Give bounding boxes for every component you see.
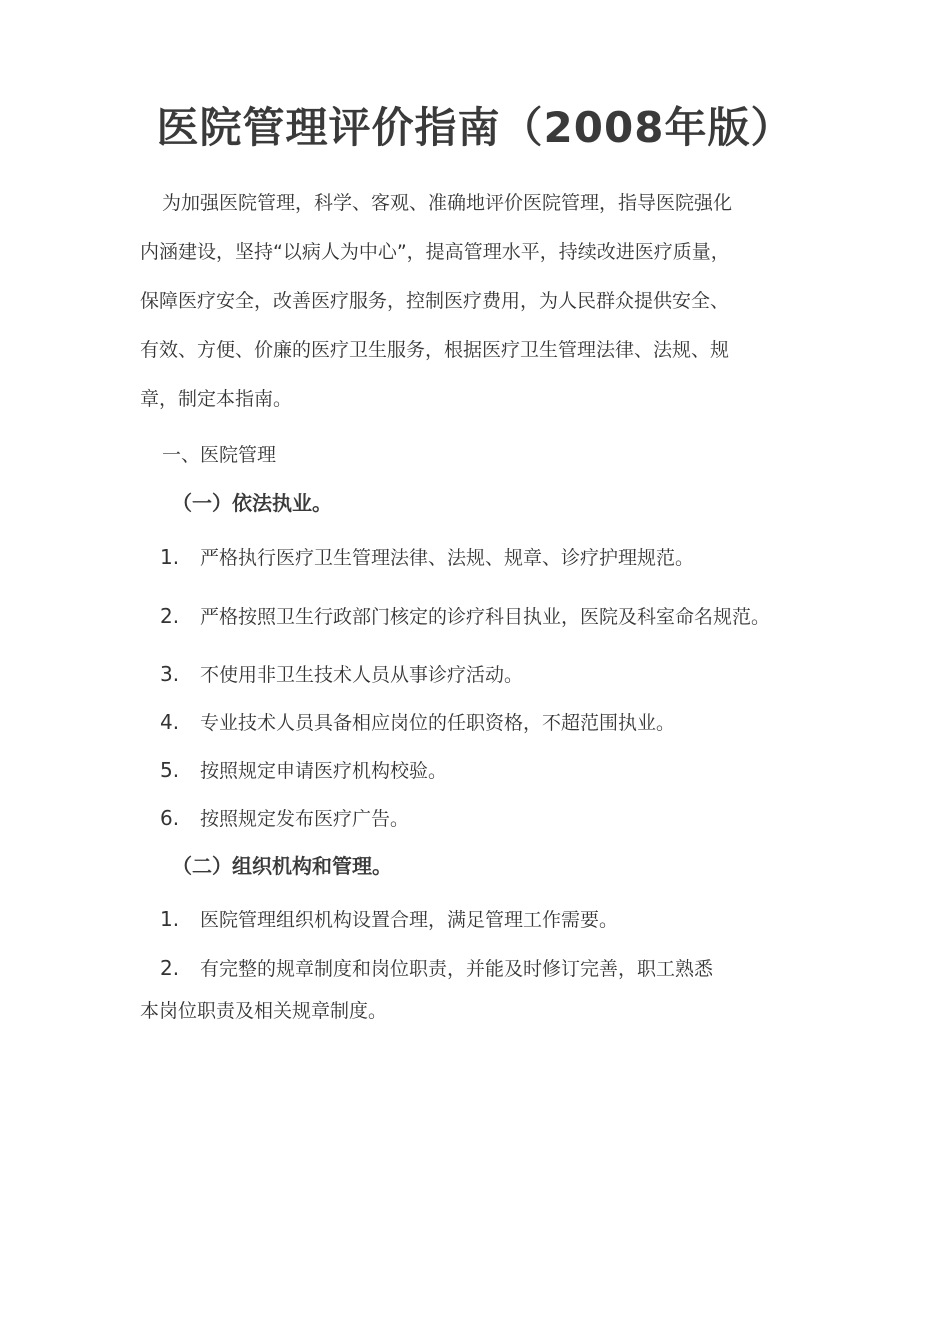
item-number: 6. bbox=[160, 806, 180, 830]
list-item bbox=[160, 757, 447, 784]
item-number: 4. bbox=[160, 710, 180, 734]
subsection-heading-2: （二）组织机构和管理。 bbox=[172, 854, 392, 878]
list-item bbox=[160, 661, 523, 688]
list-item bbox=[160, 603, 770, 630]
list-item-continuation: 本岗位职责及相关规章制度。 bbox=[140, 1000, 388, 1022]
item-text: 专业技术人员具备相应岗位的任职资格，不超范围执业。 bbox=[200, 712, 676, 734]
item-number: 1. bbox=[160, 907, 180, 931]
item-text: 医院管理组织机构设置合理，满足管理工作需要。 bbox=[200, 909, 619, 931]
intro-line-5: 章，制定本指南。 bbox=[140, 388, 293, 410]
item-number: 2. bbox=[160, 956, 180, 980]
item-text: 按照规定发布医疗广告。 bbox=[200, 808, 410, 830]
item-text: 严格执行医疗卫生管理法律、法规、规章、诊疗护理规范。 bbox=[200, 547, 695, 569]
intro-line-4: 有效、方便、价廉的医疗卫生服务，根据医疗卫生管理法律、法规、规 bbox=[140, 339, 730, 361]
item-text: 不使用非卫生技术人员从事诊疗活动。 bbox=[200, 664, 524, 686]
item-number: 3. bbox=[160, 662, 180, 686]
subsection-heading-1: （一）依法执业。 bbox=[172, 491, 332, 515]
item-text: 按照规定申请医疗机构校验。 bbox=[200, 760, 448, 782]
list-item bbox=[160, 544, 694, 571]
intro-line-2: 内涵建设，坚持“以病人为中心”，提高管理水平，持续改进医疗质量， bbox=[140, 241, 730, 263]
list-item bbox=[160, 906, 618, 933]
item-number: 1. bbox=[160, 545, 180, 569]
item-text: 严格按照卫生行政部门核定的诊疗科目执业，医院及科室命名规范。 bbox=[200, 606, 771, 628]
item-text: 有完整的规章制度和岗位职责，并能及时修订完善，职工熟悉 bbox=[200, 958, 714, 980]
intro-line-1: 为加强医院管理，科学、客观、准确地评价医院管理，指导医院强化 bbox=[162, 192, 733, 214]
section-heading: 一、医院管理 bbox=[162, 444, 277, 466]
list-item bbox=[160, 805, 409, 832]
list-item bbox=[160, 955, 713, 982]
item-number: 2. bbox=[160, 604, 180, 628]
list-item bbox=[160, 709, 675, 736]
document-title: 医院管理评价指南（2008年版） bbox=[156, 103, 794, 152]
intro-line-3: 保障医疗安全，改善医疗服务，控制医疗费用，为人民群众提供安全、 bbox=[140, 290, 730, 312]
item-number: 5. bbox=[160, 758, 180, 782]
